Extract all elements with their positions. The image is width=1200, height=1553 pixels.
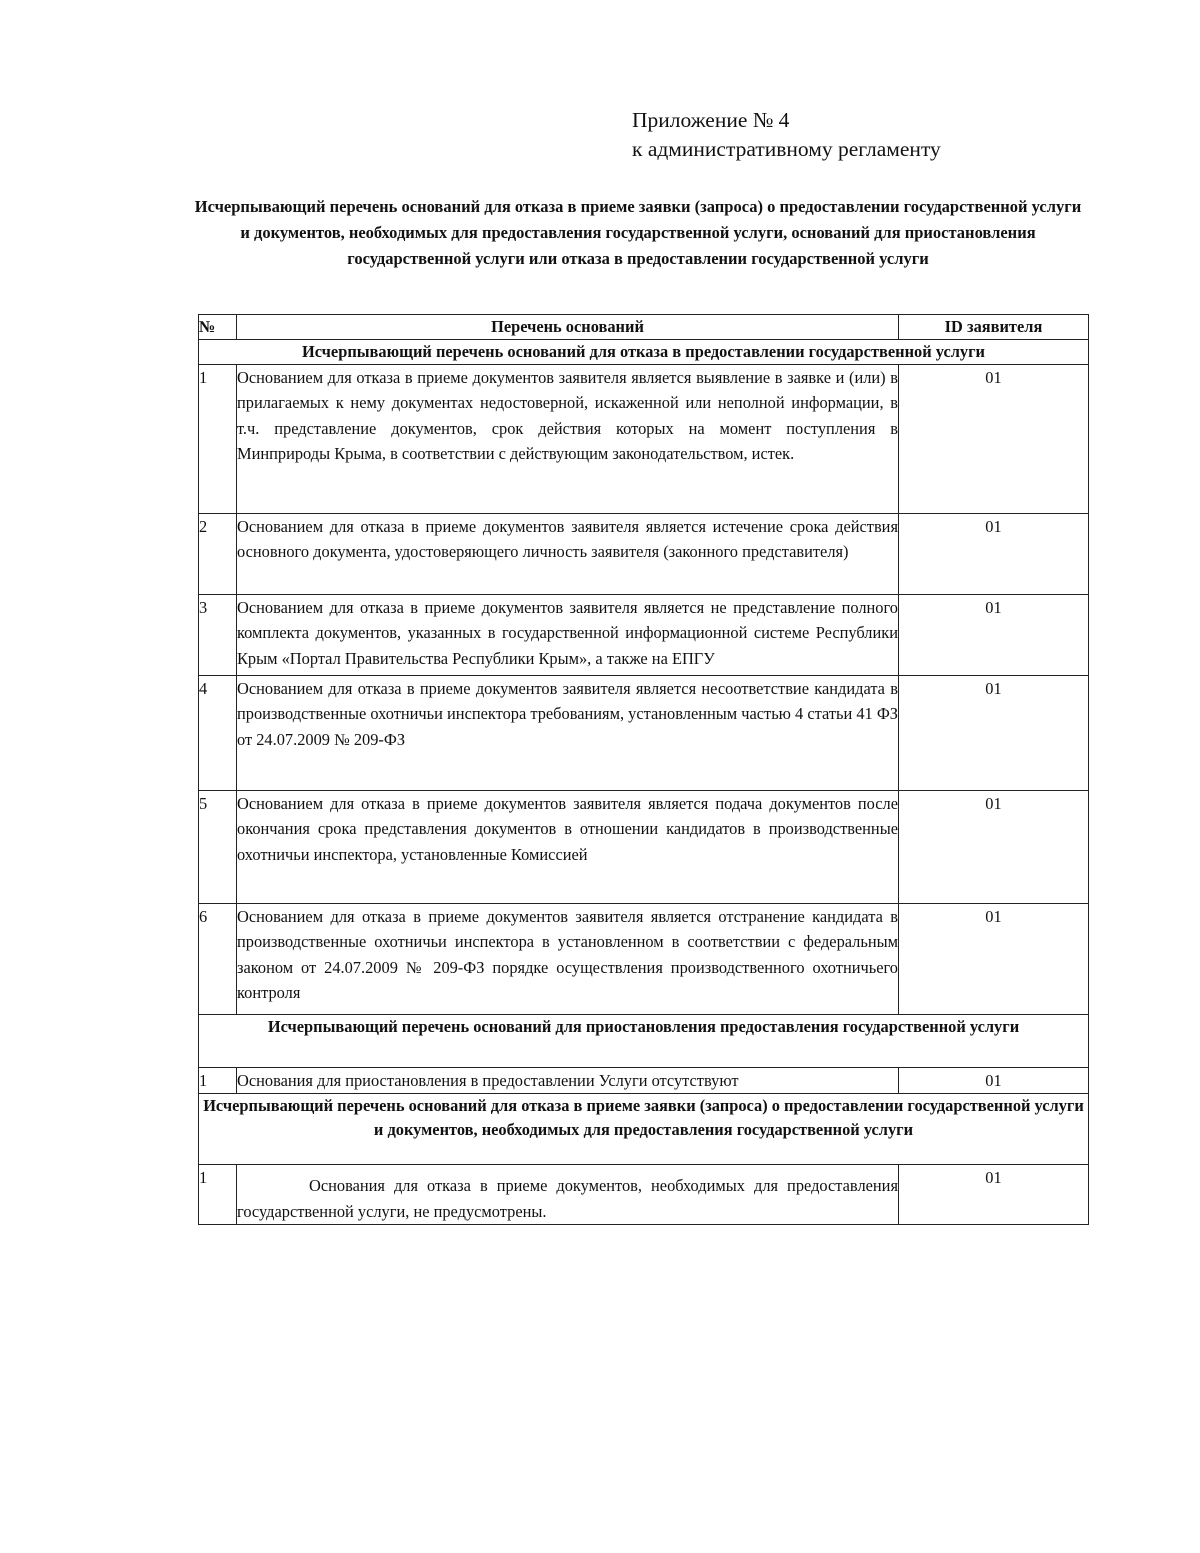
row-number: 2 (199, 514, 237, 595)
row-applicant-id: 01 (899, 1068, 1089, 1094)
row-number: 6 (199, 904, 237, 1015)
section-title-application-refusal: Исчерпывающий перечень оснований для отказа в приеме заявки (запроса) о предоставлении государственной услуги и документов, необходимых для предоставления государственной услуги (199, 1094, 1089, 1165)
row-number: 3 (199, 595, 237, 676)
table-row (199, 595, 1089, 676)
row-ground-text: Основанием для отказа в приеме документов заявителя является несоответствие кандидата в производственные охотничьи инспектора требованиям, установленным частью 4 статьи 41 ФЗ от 24.07.2009 № 209-ФЗ (237, 676, 899, 791)
row-applicant-id: 01 (899, 904, 1089, 1015)
row-number: 1 (199, 1068, 237, 1094)
row-ground-text: Основания для приостановления в предоставлении Услуги отсутствуют (237, 1068, 899, 1094)
row-ground-text: Основанием для отказа в приеме документов заявителя является отстранение кандидата в производственные охотничьи инспектора в установленном в соответствии с федеральным законом от 24.07.2009 № 209-ФЗ порядке осуществления производственного охотничьего контроля (237, 904, 899, 1015)
row-number: 1 (199, 365, 237, 514)
row-applicant-id: 01 (899, 595, 1089, 676)
table-row (199, 1068, 1089, 1094)
section-header-row (199, 1094, 1089, 1165)
annex-reference (632, 106, 941, 164)
row-ground-text: Основанием для отказа в приеме документов заявителя является выявление в заявке и (или) в прилагаемых к нему документах недостоверной, искаженной или неполной информации, в т.ч. представление документов, срок действия которых на момент поступления в Минприроды Крыма, в соответствии с действующим законодательством, истек. (237, 365, 899, 514)
table-header-row (199, 315, 1089, 340)
section-title-refusal: Исчерпывающий перечень оснований для отказа в предоставлении государственной услуги (199, 340, 1089, 365)
row-number: 5 (199, 791, 237, 904)
row-ground-text: Основанием для отказа в приеме документов заявителя является подача документов после окончания срока представления документов в отношении кандидатов в производственные охотничьи инспектора, установленные Комиссией (237, 791, 899, 904)
table-row (199, 904, 1089, 1015)
header-grounds: Перечень оснований (237, 315, 899, 340)
row-applicant-id: 01 (899, 791, 1089, 904)
row-applicant-id: 01 (899, 514, 1089, 595)
table-row (199, 365, 1089, 514)
section-header-row (199, 1015, 1089, 1068)
section-header-row (199, 340, 1089, 365)
row-applicant-id: 01 (899, 365, 1089, 514)
table-row (199, 514, 1089, 595)
header-number: № (199, 315, 237, 340)
table-row (199, 791, 1089, 904)
row-ground-text: Основанием для отказа в приеме документов заявителя является истечение срока действия основного документа, удостоверяющего личность заявителя (законного представителя) (237, 514, 899, 595)
row-number: 1 (199, 1165, 237, 1225)
row-applicant-id: 01 (899, 1165, 1089, 1225)
annex-number: Приложение № 4 (632, 108, 790, 132)
row-ground-text: Основанием для отказа в приеме документов заявителя является не представление полного комплекта документов, указанных в государственной информационной системе Республики Крым «Портал Правительства Республики Крым», а также на ЕПГУ (237, 595, 899, 676)
document-title: Исчерпывающий перечень оснований для отказа в приеме заявки (запроса) о предоставлении государственной услуги и документов, необходимых для предоставления государственной услуги, оснований для приостановления государственной услуги или отказа в предоставлении государственной услуги (194, 197, 1082, 268)
table-row (199, 1165, 1089, 1225)
annex-regulation: к административному регламенту (632, 137, 941, 161)
grounds-table (198, 314, 1089, 1225)
row-number: 4 (199, 676, 237, 791)
row-applicant-id: 01 (899, 676, 1089, 791)
row-ground-text: Основания для отказа в приеме документов, необходимых для предоставления государственной услуги, не предусмотрены. (237, 1165, 899, 1225)
section-title-suspension: Исчерпывающий перечень оснований для приостановления предоставления государственной услуги (199, 1015, 1089, 1068)
table-row (199, 676, 1089, 791)
header-applicant-id: ID заявителя (899, 315, 1089, 340)
